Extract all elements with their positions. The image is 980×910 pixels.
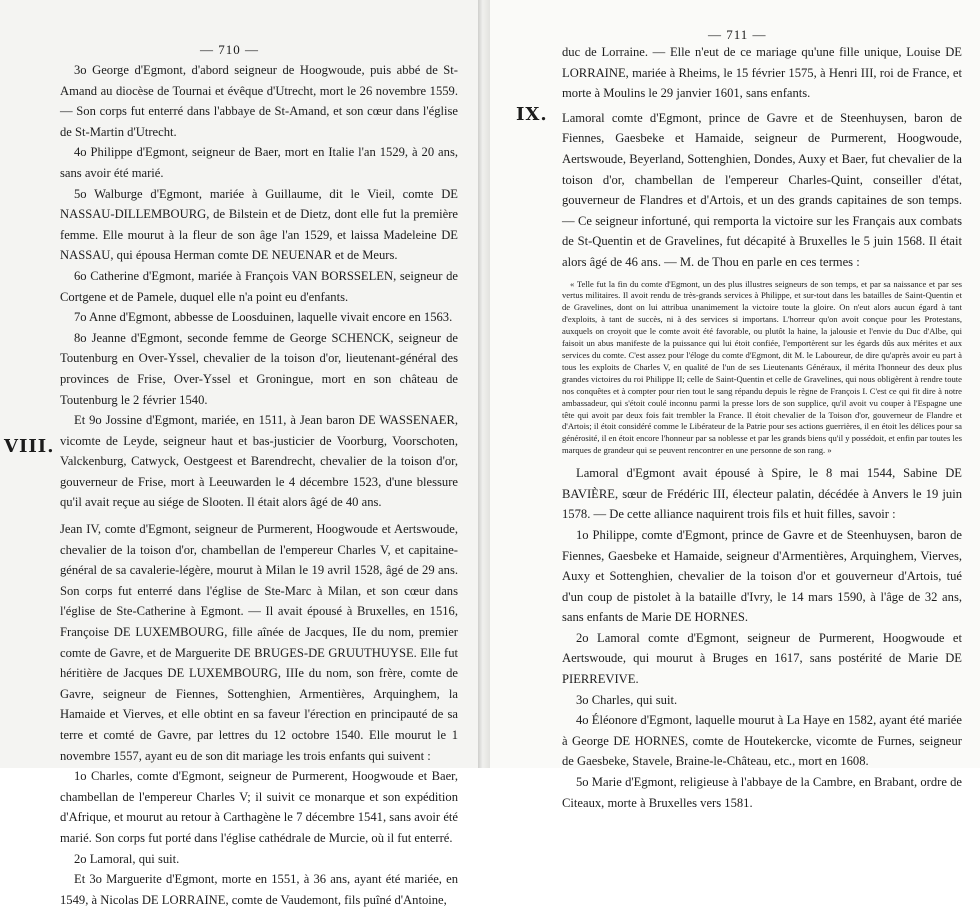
paragraph: 3o Charles, qui suit. bbox=[576, 692, 678, 707]
paragraph: 6o Catherine d'Egmont, mariée à François VAN BORSSELEN, seigneur de Cortgene et de Pamele, duquel elle n'a point eu d'enfants. bbox=[60, 268, 458, 304]
paragraph: 2o Lamoral comte d'Egmont, seigneur de Purmerent, Hoogwoude et Aertswoude, qui mourut à Bruges en 1617, sans postérité de Marie DE PIERREVIVE. bbox=[562, 630, 962, 687]
quotation-de-thou: « Telle fut la fin du comte d'Egmont, un des plus illustres seigneurs de son temps, et par sa naissance et par ses vertus militaires. Il avoit rendu de très-grands services à Philippe, et sur-tout dans les batailles de Saint-Quentin et de Gravelines, dont on lui attribua unanimement la victoire toute la gloire. On n'eut alors aucun égard à tant d'exploits, à tant de succès, ni à des services si importans. L'horreur qu'on avoit conçue pour les Protestans, auxquels on croyoit que le comte avoit été favorable, ou plutôt la haine, la jalousie et l'envie du Duc d'Albe, qui faisoit un abus manifeste de la puissance qui lui étoit confiée, l'emportèrent sur les égards dûs aux mérites et aux services du comte. C'est assez pour l'éloge du comte d'Egmont, dit M. le Laboureur, de dire qu'après avoir eu part à tous les exploits de Charles V, en qualité de l'un de ses Lieutenants Généraux, il mérita l'honneur des deux plus grandes victoires du roi Philippe II; celle de Saint-Quentin et celle de Gravelines, qui nous obligèrent à rendre toute nos conquêtes et à compter pour rien tout le sang répandu depuis le règne de François I. C'est ce qui fit dire à notre ambassadeur, qui s'étoit coulé inconnu parmi la presse lors de son supplice, qu'il avoit vu couper à l'Espagne une tête qui avoit par deux fois fait trembler la France. Il étoit chevalier de la Toison d'or, gouverneur de Flandre et d'Artois; il étoit considéré comme le Libérateur de la Patrie pour ses actions guerrières, il en étoit les délices pour sa générosité, il en étoit encore l'honneur par sa noblesse et par les grands biens qu'il y possédoit, et enfin par toutes les marques de grandeur qui se peuvent rencontrer en une personne de son rang. » bbox=[562, 278, 962, 456]
paragraph: 1o Philippe, comte d'Egmont, prince de Gavre et de Steenhuysen, baron de Fiennes, Gaesbeke et Hamaide, seigneur d'Armentières, Arquinghem, Vierves, Auxy et Sottenghien, chevalier de la toison d'or et gouverneur d'Artois, tué d'un coup de pistolet à la bataille d'Ivry, le 14 mars 1590, à l'âge de 32 ans, sans enfants de Marie DE HORNES. bbox=[562, 527, 962, 625]
paragraph: 5o Walburge d'Egmont, mariée à Guillaume, dit le Vieil, comte DE NASSAU-DILLEMBOURG, de Bilstein et de Dietz, dont elle fut la première femme. Elle mourut à la fleur de son âge l'an 1529, et laissa Madeleine DE NASSAU, qui épousa Herman comte DE NEUENAR et de Meurs. bbox=[60, 186, 458, 263]
book-gutter bbox=[478, 0, 490, 768]
paragraph: 7o Anne d'Egmont, abbesse de Loosduinen, laquelle vivait encore en 1563. bbox=[74, 310, 453, 325]
right-page bbox=[490, 0, 980, 810]
generation-marker-viii: VIII. bbox=[4, 436, 55, 457]
paragraph: Et 9o Jossine d'Egmont, mariée, en 1511, à Jean baron DE WASSENAER, vicomte de Leyde, seigneur haut et bas-justicier de Voorburg, Voorschoten, Valckenburg, Catwyck, Oestgeest et Barendrecht, chevalier de la toison d'or, gouverneur de Frise, mort à Leeuwarden le 4 décembre 1523, d'une blessure qu'il avait reçue au siége de Slooten. Il était alors âgé de 40 ans. bbox=[60, 413, 458, 510]
left-page bbox=[0, 0, 478, 907]
left-text-column bbox=[60, 60, 458, 910]
paragraph: Et 3o Marguerite d'Egmont, morte en 1551, à 36 ans, ayant été mariée, en 1549, à Nicolas DE LORRAINE, comte de Vaudemont, fils puîné d'Antoine, bbox=[60, 872, 458, 907]
paragraph-ix: Lamoral comte d'Egmont, prince de Gavre et de Steenhuysen, baron de Fiennes, Gaesbeke et Hamaide, seigneur de Purmerent, Hoogwoude, Aertswoude, Beyerland, Sottenghien, Dondes, Auxy et Baer, fut chevalier de la toison d'or, chambellan de l'empereur Charles-Quint, conseiller d'état, gouverneur de Flandres et d'Artois, et un des grands capitaines de son temps. — Ce seigneur infortuné, qui remporta la victoire sur les Français aux combats de St-Quentin et de Gravelines, fut décapité à Bruxelles le 5 juin 1568. Il était alors âgé de 46 ans. — M. de Thou en parle en ces termes : bbox=[562, 110, 962, 269]
generation-marker-ix: IX. bbox=[516, 104, 548, 125]
paragraph: 4o Éléonore d'Egmont, laquelle mourut à La Haye en 1582, ayant été mariée à George DE HORNES, comte de Houtekercke, vicomte de Furnes, seigneur de Gaesbeke, Stavele, Braine-le-Château, etc., mort en 1608. bbox=[562, 713, 962, 769]
paragraph: 4o Philippe d'Egmont, seigneur de Baer, mort en Italie l'an 1529, à 20 ans, sans avoir été marié. bbox=[60, 145, 458, 180]
right-text-column bbox=[562, 42, 962, 813]
paragraph: 5o Marie d'Egmont, religieuse à l'abbaye de la Cambre, en Brabant, ordre de Citeaux, morte à Bruxelles vers 1581. bbox=[562, 775, 962, 810]
paragraph: 2o Lamoral, qui suit. bbox=[74, 851, 180, 866]
paragraph: 1o Charles, comte d'Egmont, seigneur de Purmerent, Hoogwoude et Baer, chambellan de l'empereur Charles V; il suivit ce monarque et son expédition d'Afrique, et mourut au retour à Carthagène le 7 décembre 1541, sans avoir été marié. Son corps fut porté dans l'église cathédrale de Murcie, où il fut enterré. bbox=[60, 769, 458, 845]
page-number-right: — 711 — bbox=[708, 27, 767, 42]
paragraph: duc de Lorraine. — Elle n'eut de ce mariage qu'une fille unique, Louise DE LORRAINE, mariée à Rheims, le 15 février 1575, à Henri III, roi de France, et morte à Moulins le 29 janvier 1601, sans enfants. bbox=[562, 45, 962, 101]
paragraph: Lamoral d'Egmont avait épousé à Spire, le 8 mai 1544, Sabine DE BAVIÈRE, sœur de Frédéric III, électeur palatin, décédée à Anvers le 19 juin 1578. — De cette alliance naquirent trois fils et huit filles, savoir : bbox=[562, 466, 962, 522]
paragraph-viii: Jean IV, comte d'Egmont, seigneur de Purmerent, Hoogwoude et Aertswoude, chevalier de la toison d'or, chambellan de l'empereur Charles V, et capitaine-général de sa cavalerie-légère, mourut à Milan le 19 avril 1528, âgé de 29 ans. Son corps fut enterré dans l'église de Ste-Marc à Milan, et son cœur dans l'église de Ste-Catherine à Egmont. — Il avait épousé à Bruxelles, en 1516, Françoise DE LUXEMBOURG, fille aînée de Jacques, IIe du nom, premier comte de Gavre, et de Marguerite DE BRUGES-DE GRUUTHUYSE. Elle fut héritière de Jacques DE LUXEMBOURG, IIIe du nom, son frère, comte de Gavre, seigneur de Fiennes, Sottenghien, Armentières, Arquinghem, la Hamaide et Vierves, et elle obtint en sa faveur l'érection en principauté de sa terre et comté de Gavre, par lettres du 12 octobre 1540. Elle mourut le 1 novembre 1557, ayant eu de son dit mariage les trois enfants qui suivent : bbox=[60, 522, 458, 763]
page-number-left: — 710 — bbox=[200, 42, 259, 57]
paragraph: 8o Jeanne d'Egmont, seconde femme de George SCHENCK, seigneur de Toutenburg en Over-Yssel, chevalier de la toison d'or, lieutenant-général des provinces de Frise, Over-Yssel et Groningue, mort en son château de Toutenburg le 2 février 1540. bbox=[60, 330, 458, 407]
paragraph: 3o George d'Egmont, d'abord seigneur de Hoogwoude, puis abbé de St-Amand au diocèse de Tournai et évêque d'Utrecht, mort le 26 novembre 1559. — Son corps fut enterré dans l'abbaye de St-Amand, et son cœur dans l'église de St-Martin d'Utrecht. bbox=[60, 63, 458, 139]
